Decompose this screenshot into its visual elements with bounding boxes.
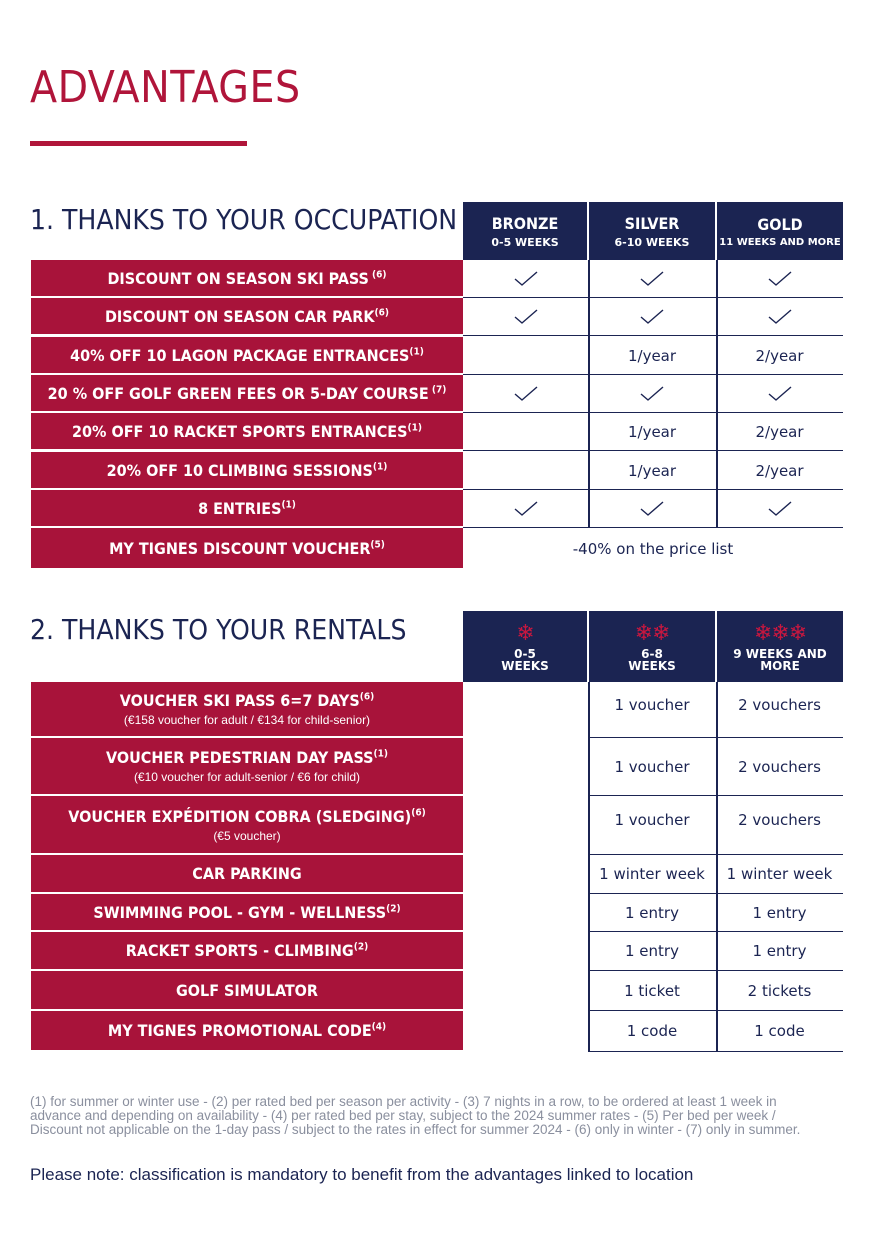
row-note: (€5 voucher) [213,828,281,843]
value-cell-silver: 1/year [588,452,716,490]
check-icon [514,386,538,402]
check-cell [588,260,716,298]
footnote-ref: (1) [281,499,296,511]
row-label-main: DISCOUNT ON SEASON CAR PARK [104,306,375,326]
row-label-main: 8 ENTRIES [198,498,282,518]
row-label-main: 20% OFF 10 CLIMBING SESSIONS [106,460,373,480]
merged-value-cell: -40% on the price list [572,540,734,558]
rental-tier-header-2 [589,611,715,682]
check-icon [640,386,664,402]
row-label-main: VOUCHER EXPÉDITION COBRA (SLEDGING) [68,806,412,826]
footnote-ref: (7) [428,384,447,396]
row-label-text [70,346,424,365]
row-label [31,682,463,738]
tier-header-gold [717,202,843,260]
row-label-text [176,981,318,1000]
footnote-ref: (2) [386,903,401,915]
value-cell-gold: 1 entry [716,932,843,971]
empty-cell [463,337,588,375]
check-cell [463,490,588,528]
footnotes: (1) for summer or winter use - (2) per rated bed per season per activity - (3) 7 nights in a row, to be ordered at least 1 week in advance and depending on availability - (4) per rated bed per stay, subject to the 2024 summer rates - (5) Per bed per week / Discount not applicable on the 1-day pass / subject to the rates in effect for summer 2024 - (6) only in winter - (7) only in summer. [30,1094,801,1137]
footnote-ref: (6) [374,307,390,319]
snowflake-icon: ❄❄ [634,619,670,645]
row-label [31,528,463,570]
tier-range: 11 WEEKS AND MORE [719,236,841,248]
row-label [31,971,463,1011]
tier-range: 0-5 [514,646,536,661]
value-cell-silver: 1 ticket [588,971,716,1011]
value-cell-gold: 1 entry [716,894,843,932]
tier-name: BRONZE [491,213,559,233]
check-cell [588,298,716,336]
title-underline [30,141,247,146]
check-icon [514,309,538,325]
row-label-main: VOUCHER PEDESTRIAN DAY PASS [105,748,374,767]
column-divider [716,260,718,527]
value-cell-silver: 1/year [588,337,716,375]
tier-header-silver [589,202,715,260]
snowflake-icon: ❄❄❄ [753,619,807,645]
rental-tier-header-3 [717,611,843,682]
check-cell [588,375,716,413]
row-label-text [106,748,388,767]
row-label [31,260,463,298]
check-cell [463,260,588,298]
row-label-text [93,903,400,922]
row-label-main: MY TIGNES DISCOUNT VOUCHER [109,538,371,558]
footnote-ref: (4) [371,1021,387,1033]
row-label [31,337,463,375]
footnote-ref: (1) [373,748,389,760]
row-label-main: CAR PARKING [192,864,302,883]
row-label-text [192,864,301,883]
check-icon [514,271,538,287]
check-icon [640,501,664,517]
row-note: (€158 voucher for adult / €134 for child-senior) [123,713,371,727]
tier-name: GOLD [757,214,803,234]
check-icon [640,309,664,325]
check-icon [768,386,792,402]
row-label-text [109,539,385,558]
row-label-text [72,422,422,441]
row-label-main: SWIMMING POOL - GYM - WELLNESS [93,902,387,922]
row-label-main: VOUCHER SKI PASS 6=7 DAYS [119,691,360,710]
value-cell-gold: 2 vouchers [716,738,843,796]
row-label [31,375,463,413]
column-divider [588,260,590,527]
value-cell-gold: 1 winter week [716,855,843,894]
tier-range: 0-5 WEEKS [491,235,559,249]
check-icon [514,501,538,517]
tier-range-2: MORE [760,658,800,673]
value-cell-silver: 1 entry [588,932,716,971]
value-cell-gold: 2/year [716,452,843,490]
check-cell [463,375,588,413]
value-cell-gold: 2/year [716,337,843,375]
check-cell [716,490,843,528]
row-note: (€10 voucher for adult-senior / €6 for child) [133,770,361,784]
row-label-main: 20% OFF 10 RACKET SPORTS ENTRANCES [72,421,408,441]
row-label-text [198,499,296,518]
row-label-main: 40% OFF 10 LAGON PACKAGE ENTRANCES [70,345,410,365]
row-label-text [105,307,389,326]
snowflake-icon: ❄ [516,619,534,645]
check-icon [768,309,792,325]
empty-cell [463,413,588,451]
footnote-ref: (1) [372,461,388,473]
value-cell-silver: 1 voucher [588,738,716,796]
row-label [31,855,463,894]
section-title-rentals: 2. THANKS TO YOUR RENTALS [30,613,407,646]
row-label [31,738,463,796]
row-label-main: RACKET SPORTS - CLIMBING [125,941,354,960]
footnote-ref: (1) [409,346,424,358]
value-cell-silver: 1 winter week [588,855,716,894]
column-divider [588,682,590,1052]
check-icon [768,271,792,287]
row-label-main: MY TIGNES PROMOTIONAL CODE [107,1021,372,1040]
row-label [31,413,463,451]
footnote-ref: (6) [359,691,375,703]
value-cell-silver: 1 voucher [588,682,716,738]
value-cell-silver: 1/year [588,413,716,451]
value-cell-gold: 2 vouchers [716,796,843,855]
tier-range-2: WEEKS [628,658,676,673]
tier-range: 6-10 WEEKS [614,235,690,249]
value-cell-gold: 2 tickets [716,971,843,1011]
check-icon [640,271,664,287]
row-label-main: 20 % OFF GOLF GREEN FEES OR 5-DAY COURSE [47,383,429,403]
footnote-ref: (2) [353,941,369,953]
check-cell [716,375,843,413]
rental-tier-header-1 [463,611,587,682]
row-label [31,298,463,336]
value-cell-silver: 1 code [588,1011,716,1052]
row-label-text [48,384,447,403]
please-note: Please note: classification is mandatory to benefit from the advantages linked to location [30,1165,694,1184]
column-divider [716,682,718,1052]
row-label-text [108,1021,386,1040]
check-icon [768,501,792,517]
row-label [31,932,463,971]
footnote-ref: (6) [411,807,426,819]
row-label [31,452,463,490]
row-label [31,894,463,932]
tier-name: SILVER [624,213,680,233]
check-cell [716,260,843,298]
row-label-text [120,691,374,710]
value-cell-gold: 1 code [716,1011,843,1052]
section-title-occupation: 1. THANKS TO YOUR OCCUPATION [30,203,458,236]
footnote-ref: (5) [370,539,385,551]
row-label-text [68,807,425,826]
page-title: ADVANTAGES [30,62,301,113]
row-label-text [107,461,388,480]
row-label-main: DISCOUNT ON SEASON SKI PASS [107,268,369,288]
value-cell-gold: 2/year [716,413,843,451]
tier-range-2: WEEKS [501,658,549,673]
row-label [31,1011,463,1052]
tier-range: 6-8 [641,646,663,661]
check-cell [716,298,843,336]
row-label [31,796,463,855]
row-label-text [107,269,386,288]
check-cell [588,490,716,528]
row-label-text [126,941,368,960]
value-cell-silver: 1 entry [588,894,716,932]
footnote-ref: (1) [407,422,422,434]
check-cell [463,298,588,336]
row-label-main: GOLF SIMULATOR [175,980,318,1000]
tier-header-bronze [463,202,587,260]
row-label [31,490,463,528]
footnote-ref: (6) [368,269,387,281]
empty-cell [463,452,588,490]
tier-range: 9 WEEKS AND [733,646,827,661]
value-cell-silver: 1 voucher [588,796,716,855]
value-cell-gold: 2 vouchers [716,682,843,738]
